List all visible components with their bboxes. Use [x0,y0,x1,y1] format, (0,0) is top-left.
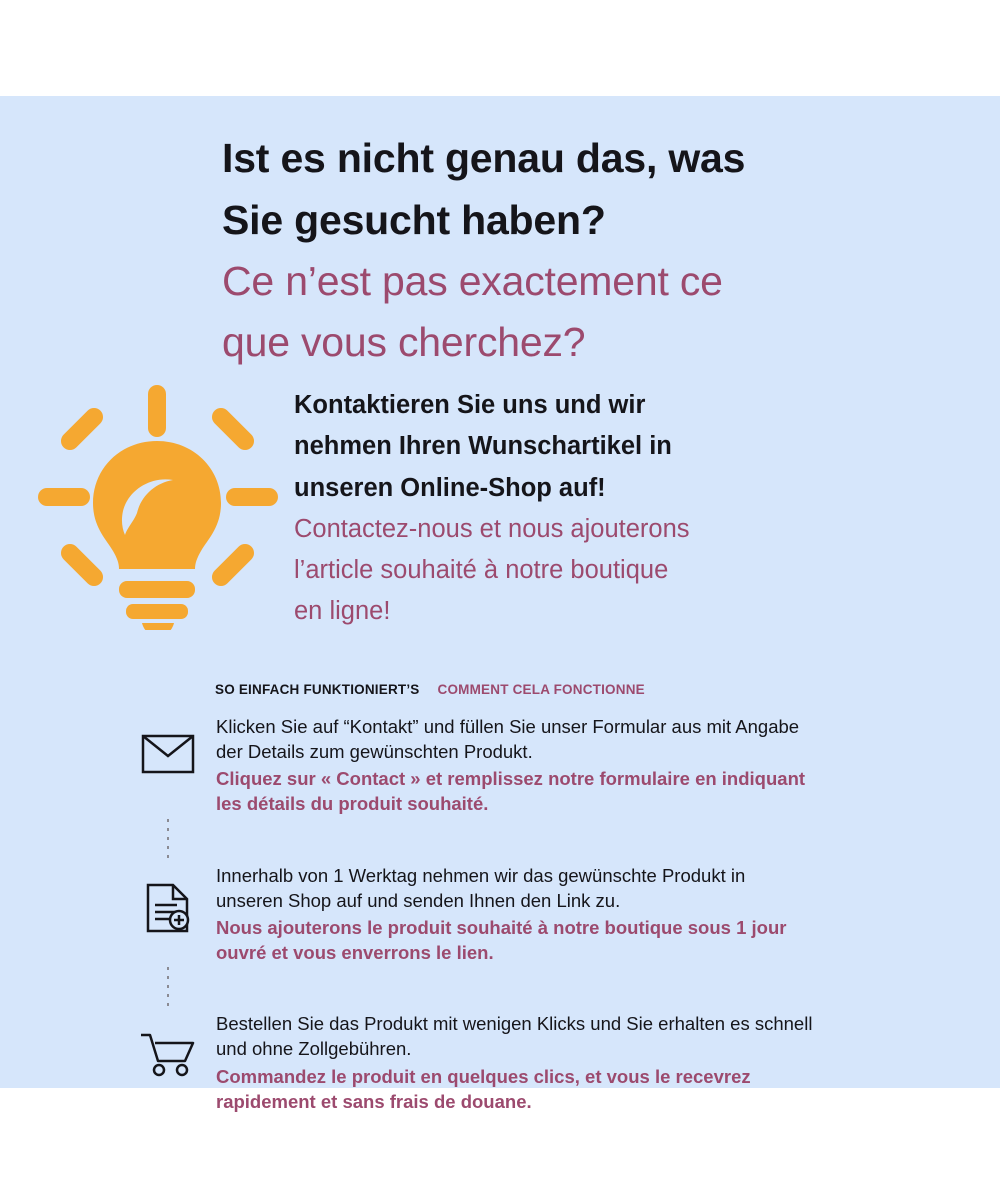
step-german-line-1: Klicken Sie auf “Kontakt” und füllen Sie unser Formular aus mit Angabe [216,716,800,737]
shopping-cart-icon [120,1009,216,1077]
heading-french-line-2: que vous cherchez? [222,318,586,365]
heading-french-line-1: Ce n’est pas exactement ce [222,258,723,304]
document-add-icon [120,861,216,933]
step-german [216,714,930,764]
intro-german [294,385,904,509]
envelope-icon [120,712,216,774]
step-french-line-1: Nous ajouterons le produit souhaité à notre boutique sous 1 jour [216,916,787,938]
step-french-line-1: Commandez le produit en quelques clics, et vous le recevrez [216,1065,751,1087]
step-french-line-2: rapidement et sans frais de douane. [216,1090,532,1112]
step-french-line-2: ouvré et vous enverrons le lien. [216,942,494,964]
heading-french [222,251,922,372]
intro-block [294,385,904,633]
step-german [216,1011,930,1061]
step-french-line-2: les détails du produit souhaité. [216,793,489,815]
intro-german-line-2: nehmen Ihren Wunschartikel in [294,432,672,461]
step-french [216,915,930,965]
step-french [216,766,930,816]
heading-german-line-2: Sie gesucht haben? [222,196,606,243]
steps-list [120,712,930,1114]
step-german-line-2: unseren Shop auf und senden Ihnen den Link zu. [216,889,621,911]
lightbulb-icon [38,385,278,630]
intro-german-line-3: unseren Online-Shop auf! [294,473,606,502]
section-kicker [215,682,645,697]
step-connector [120,817,216,861]
step-german-line-1: Bestellen Sie das Produkt mit wenigen Klicks und Sie erhalten es schnell [216,1013,813,1035]
step-text [216,1009,930,1114]
heading-block [222,128,922,372]
step-connector [120,965,216,1009]
heading-german-line-1: Ist es nicht genau das, was [222,135,746,181]
intro-french-line-3: en ligne! [294,597,391,626]
intro-french [294,509,904,633]
step-german-line-1: Innerhalb von 1 Werktag nehmen wir das gewünschte Produkt in [216,864,746,886]
step-french [216,1064,930,1114]
kicker-french: COMMENT CELA FONCTIONNE [437,682,645,697]
kicker-german: SO EINFACH FUNKTIONIERT’S [215,682,420,697]
step-german [216,863,930,913]
intro-french-line-1: Contactez-nous et nous ajouterons [294,514,690,543]
intro-french-line-2: l’article souhaité à notre boutique [294,556,669,585]
intro-german-line-1: Kontaktieren Sie uns und wir [294,391,646,419]
step-french-line-1: Cliquez sur « Contact » et remplissez notre formulaire en indiquant [216,768,806,790]
list-item [120,1009,930,1114]
step-text [216,712,930,817]
step-german-line-2: und ohne Zollgebühren. [216,1038,412,1060]
step-text [216,861,930,966]
list-item [120,712,930,817]
list-item [120,861,930,966]
step-german-line-2: der Details zum gewünschten Produkt. [216,741,533,763]
heading-german [222,128,922,251]
